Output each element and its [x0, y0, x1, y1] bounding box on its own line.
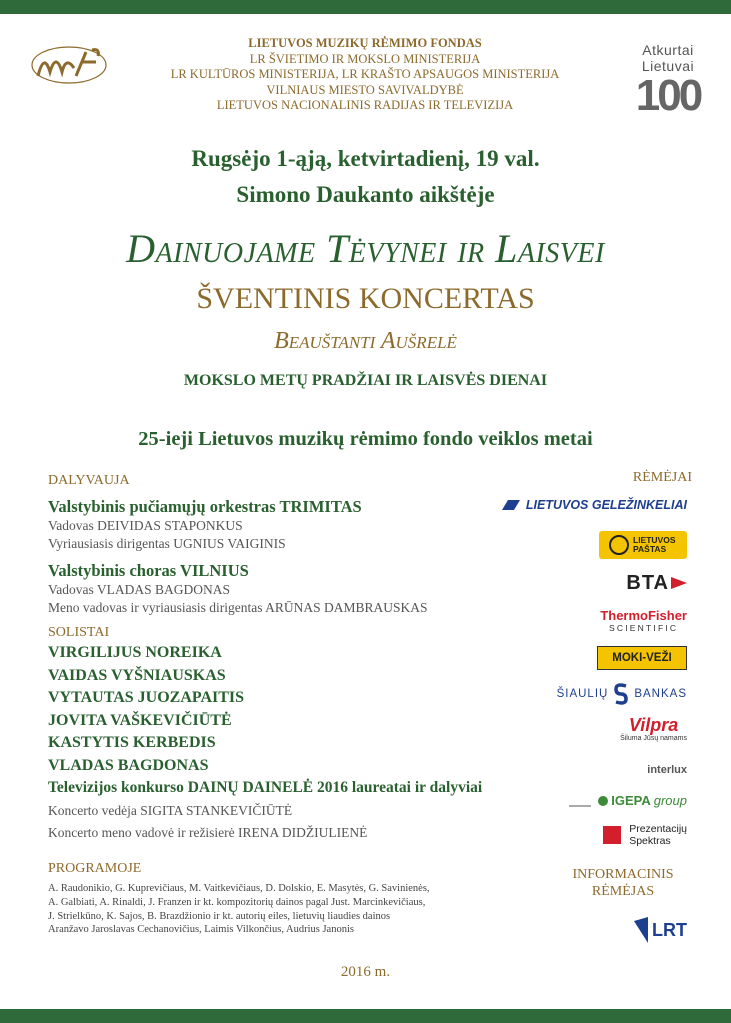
- event-subtitle-3: MOKSLO METŲ PRADŽIAI IR LAISVĖS DIENAI: [183, 372, 548, 389]
- sponsor-name: Spektras: [629, 835, 671, 847]
- organizer: LIETUVOS MUZIKŲ RĖMIMO FONDAS: [248, 36, 482, 50]
- program-line: A. Raudonikio, G. Kuprevičiaus, M. Vaitkevičiaus, D. Dolskio, E. Masytės, G. Savinienės,: [48, 883, 430, 894]
- choir-line: Vadovas VLADAS BAGDONAS: [48, 582, 231, 597]
- lithuania-100-logo: [628, 42, 708, 118]
- sponsor-name: BANKAS: [634, 688, 687, 700]
- logo-100-number: 100: [635, 71, 701, 120]
- program-line: Aranžavo Jaroslavas Cechanovičius, Laimis Vilkončius, Audrius Janonis: [48, 924, 354, 936]
- railway-logo-icon: [500, 498, 522, 512]
- sponsor-siauliu-bankas: [557, 683, 687, 705]
- sponsor-lietuvos-pastas: [599, 531, 687, 559]
- sponsor-name: BTA: [626, 571, 669, 594]
- event-date: Rugsėjo 1-ąją, ketvirtadienį, 19 val.: [191, 146, 540, 171]
- soloists-heading: SOLISTAI: [48, 625, 110, 640]
- sponsor-lrt: [632, 915, 687, 945]
- sponsors-heading: RĖMĖJAI: [632, 470, 692, 485]
- sponsor-name: Šiluma Jūsų namams: [620, 735, 687, 742]
- logo-100-line2: Lietuvai: [641, 58, 695, 74]
- jubilee-line: 25-ieji Lietuvos muzikų rėmimo fondo veiklos metai: [138, 428, 593, 450]
- sponsor-name: IGEPA: [611, 793, 651, 808]
- info-heading-line: RĖMĖJAS: [591, 884, 655, 899]
- soloist-name: KASTYTIS KERBEDIS: [48, 734, 216, 751]
- sponsor-name: Prezentacijų: [629, 823, 687, 835]
- organizer: LR KULTŪROS MINISTERIJA, LR KRAŠTO APSAUGOS MINISTERIJA: [170, 67, 560, 81]
- sponsor-name: LRT: [652, 919, 687, 940]
- sponsor-moki-vezi: [597, 646, 687, 670]
- sponsor-igepa: [569, 793, 687, 808]
- sponsor-vilpra: [620, 716, 687, 743]
- sponsor-thermofisher: [600, 609, 687, 633]
- bottom-bar: [0, 1009, 731, 1023]
- sponsor-name: ThermoFisher: [600, 608, 687, 623]
- lrt-swoosh-icon: [632, 915, 650, 945]
- program-heading: PROGRAMOJE: [48, 861, 142, 876]
- year: 2016 m.: [340, 964, 391, 980]
- logo-100-line1: Atkurtai: [642, 42, 694, 58]
- sponsor-prezentaciju-spektras: [603, 823, 687, 847]
- organizer: LIETUVOS NACIONALINIS RADIJAS IR TELEVIZIJA: [216, 98, 514, 112]
- organizers-list: [140, 36, 590, 114]
- sponsor-lietuvos-gelezinkeliai: [500, 498, 687, 512]
- sponsor-name: Vilpra: [628, 715, 679, 735]
- organizer: LR ŠVIETIMO IR MOKSLO MINISTERIJA: [249, 51, 481, 66]
- mrf-logo-icon: [30, 42, 108, 88]
- spektras-square-icon: [603, 826, 621, 844]
- event-place: Simono Daukanto aikštėje: [236, 182, 495, 207]
- post-horn-icon: [609, 535, 629, 555]
- orchestra-line: Vyriausiasis dirigentas UGNIUS VAIGINIS: [48, 536, 286, 551]
- bank-s-icon: [614, 683, 628, 705]
- choir-line: Meno vadovas ir vyriausiasis dirigentas ARŪNAS DAMBRAUSKAS: [48, 600, 428, 615]
- tv-contest-line: Televizijos konkurso DAINŲ DAINELĖ 2016 laureatai ir dalyviai: [48, 779, 483, 796]
- participants-column: [48, 472, 568, 937]
- choir-name: Valstybinis choras VILNIUS: [48, 561, 249, 580]
- sponsor-interlux: [647, 760, 687, 778]
- orchestra-line: Vadovas DEIVIDAS STAPONKUS: [48, 518, 243, 533]
- top-bar: [0, 0, 731, 14]
- igepa-mark-icon: [569, 795, 591, 807]
- sponsor-name: LIETUVOS PAŠTAS: [633, 535, 676, 554]
- soloist-name: VLADAS BAGDONAS: [48, 756, 209, 774]
- sponsor-name: interlux: [647, 764, 687, 776]
- bta-arrow-icon: [671, 575, 687, 591]
- program-line: A. Galbiati, A. Rinaldi, J. Franzen ir kt. kompozitorių dainos pagal Just. Marcinkevičiaus,: [48, 896, 426, 908]
- sponsor-name: MOKI-VEŽI: [612, 652, 672, 664]
- soloist-name: VIRGILIJUS NOREIKA: [48, 644, 222, 661]
- sponsor-name: SCIENTIFIC: [609, 623, 679, 633]
- program-lines: [48, 882, 568, 937]
- director-line: Koncerto meno vadovė ir režisierė IRENA DIDŽIULIENĖ: [48, 825, 368, 840]
- info-heading-line: INFORMACINIS: [572, 867, 674, 882]
- program-line: J. Strielkūno, K. Sajos, B. Brazdžionio ir kt. autorių eiles, lietuvių liaudies dainos: [48, 910, 391, 922]
- event-subtitle-2: Beauštanti Aušrelė: [274, 328, 457, 354]
- event-title: Dainuojame Tėvynei ir Laisvei: [126, 226, 605, 271]
- participants-heading: DALYVAUJA: [48, 473, 130, 488]
- soloist-name: VYTAUTAS JUOZAPAITIS: [48, 689, 245, 706]
- info-sponsor-heading: [560, 866, 686, 900]
- soloist-name: VAIDAS VYŠNIAUSKAS: [48, 666, 226, 684]
- sponsor-name: group: [653, 793, 687, 808]
- sponsor-name: LIETUVOS GELEŽINKELIAI: [525, 498, 687, 512]
- organizer: VILNIAUS MIESTO SAVIVALDYBĖ: [266, 82, 464, 97]
- sponsor-bta: [599, 572, 687, 594]
- event-subtitle: ŠVENTINIS KONCERTAS: [196, 282, 535, 315]
- igepa-dot-icon: [598, 796, 608, 806]
- soloist-name: JOVITA VAŠKEVIČIŪTĖ: [48, 711, 232, 729]
- sponsor-name: ŠIAULIŲ: [556, 688, 609, 700]
- host-line: Koncerto vedėja SIGITA STANKEVIČIŪTĖ: [48, 803, 293, 818]
- orchestra-name: Valstybinis pučiamųjų orkestras TRIMITAS: [48, 497, 362, 516]
